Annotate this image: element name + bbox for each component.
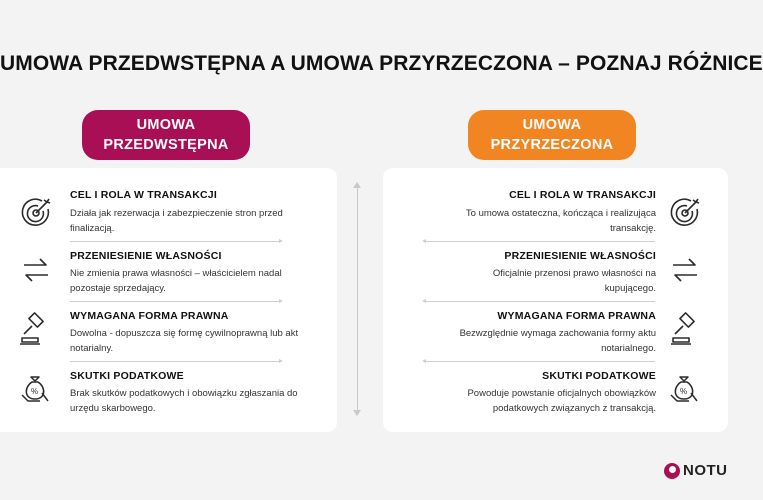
- divider: [425, 301, 655, 302]
- section-title: CEL I ROLA W TRANSAKCJI: [70, 189, 217, 201]
- brand-logo: [664, 462, 728, 479]
- divider: [70, 301, 280, 302]
- svg-text:%: %: [680, 387, 688, 396]
- pill-line2: PRZEDWSTĘPNA: [103, 137, 229, 153]
- section-title: WYMAGANA FORMA PRAWNA: [70, 310, 229, 322]
- card-przyrzeczona: [383, 168, 728, 432]
- divider: [70, 361, 280, 362]
- pill-umowa-przedwstepna: [82, 110, 250, 160]
- gavel-icon: [667, 312, 703, 348]
- gavel-icon: [16, 312, 52, 348]
- section-text: Bezwzględnie wymaga zachowania formy aktu notarialnego.: [459, 328, 656, 354]
- section-title: PRZENIESIENIE WŁASNOŚCI: [70, 250, 222, 262]
- pill-umowa-przyrzeczona: [468, 110, 636, 160]
- section-title: PRZENIESIENIE WŁASNOŚCI: [504, 250, 656, 262]
- divider: [425, 241, 655, 242]
- divider: [425, 361, 655, 362]
- tax-bag-icon: [667, 371, 703, 407]
- section-text: Dowolna - dopuszcza się formę cywilnoprawną lub akt notarialny.: [70, 328, 299, 354]
- center-double-arrow: [357, 188, 358, 410]
- logo-mark-icon: [664, 463, 680, 479]
- section-title: SKUTKI PODATKOWE: [542, 370, 656, 382]
- target-icon: [667, 194, 703, 230]
- section-text: Oficjalnie przenosi prawo własności na kupującego.: [492, 268, 656, 294]
- tax-bag-icon: [18, 371, 54, 407]
- target-icon: [18, 194, 54, 230]
- svg-text:%: %: [31, 387, 39, 396]
- section-title: SKUTKI PODATKOWE: [70, 370, 184, 382]
- section-text: Brak skutków podatkowych i obowiązku zgłaszania do urzędu skarbowego.: [70, 388, 298, 414]
- section-text: Działa jak rezerwacja i zabezpieczenie stron przed finalizacją.: [70, 208, 283, 234]
- pill-line1: UMOWA: [522, 117, 582, 133]
- pill-line1: UMOWA: [136, 117, 196, 133]
- page-title: UMOWA PRZEDWSTĘPNA A UMOWA PRZYRZECZONA – POZNAJ RÓŻNICE: [0, 52, 763, 75]
- divider: [70, 241, 280, 242]
- transfer-arrows-icon: [667, 252, 703, 288]
- section-title: WYMAGANA FORMA PRAWNA: [497, 310, 656, 322]
- pill-line2: PRZYRZECZONA: [490, 137, 614, 153]
- section-text: Powoduje powstanie oficjalnych obowiązków podatkowych związanych z transakcją.: [467, 388, 656, 414]
- section-title: CEL I ROLA W TRANSAKCJI: [509, 189, 656, 201]
- card-przedwstepna: [0, 168, 337, 432]
- section-text: Nie zmienia prawa własności – właścicielem nadal pozostaje sprzedający.: [70, 268, 282, 294]
- section-text: To umowa ostateczna, kończąca i realizująca transakcję.: [465, 208, 656, 234]
- transfer-arrows-icon: [18, 252, 54, 288]
- logo-text: NOTU: [683, 462, 728, 479]
